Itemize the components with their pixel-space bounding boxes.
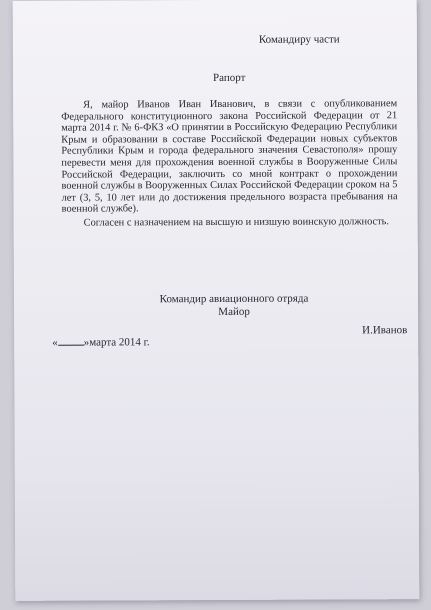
document-title: Рапорт	[213, 71, 246, 85]
signature-block	[14, 292, 418, 319]
signer-name: И.Иванов	[362, 324, 408, 337]
paper-sheet	[13, 0, 420, 601]
report-document	[13, 0, 420, 601]
paragraph-request: Я, майор Иванов Иван Иванович, в связи с опубликованием Федерального конституционного закона Российской Федерации от 21 марта 2014 г. № 6-ФКЗ «О принятии в Российскую Федерацию Республики Крым и образовании в составе Российской Федерации новых субъектов Республики Крым и города федерального значения Севастополя» прошу перевести меня для прохождения военной службы в Вооруженные Силы Российской Федерации, заключить со мной контракт о прохождении военной службы в Вооруженных Силах Российской Федерации сроком на 5 лет (3, 5, 10 лет или до достижения предельного возраста пребывания на военной службе).	[61, 98, 398, 216]
date-month-year: »марта 2014 г.	[83, 336, 150, 349]
paragraph-consent: Согласен с назначением на высшую и низшую воинскую должность.	[83, 216, 390, 229]
addressee: Командиру части	[258, 33, 340, 46]
signer-rank: Майор	[218, 305, 250, 318]
signer-position: Командир авиационного отряда	[159, 292, 309, 306]
date-day-blank	[58, 336, 84, 346]
date-line	[52, 335, 150, 348]
document-body	[61, 98, 398, 229]
date-open-quote: «	[52, 336, 58, 349]
